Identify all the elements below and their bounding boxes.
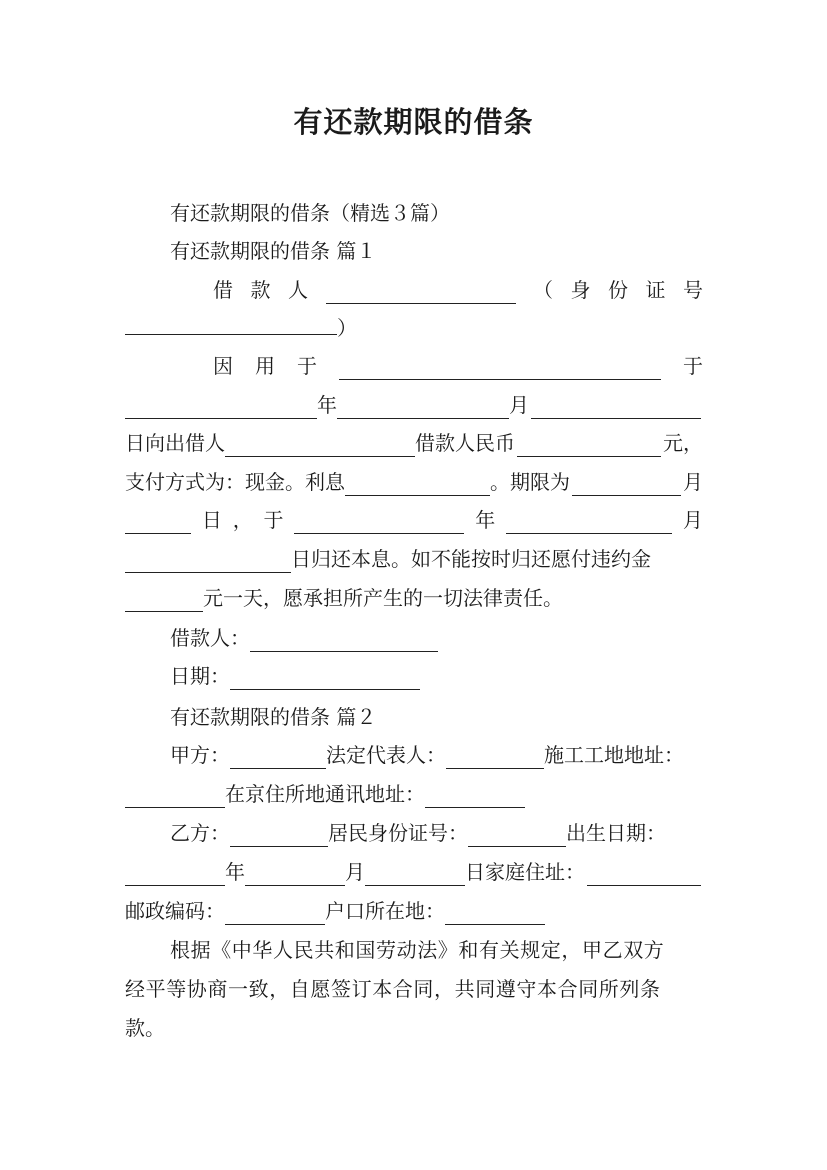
penalty-blank (125, 591, 203, 612)
lender-line: 日向出借人 借款人民币 元， (125, 431, 703, 455)
date-sign-line: 日期： (170, 662, 703, 690)
purpose-blank (339, 359, 661, 380)
part2-heading: 有还款期限的借条 篇２ (170, 705, 377, 729)
lender-blank (225, 436, 415, 457)
contract-para-3: 款。 (125, 1016, 165, 1040)
purpose-line: 因 用 于 于 (213, 354, 703, 378)
date-line-1: 年 月 (125, 391, 703, 419)
borrower-sign-line: 借款人： (170, 624, 703, 652)
part1-heading: 有还款期限的借条 篇１ (170, 239, 377, 263)
date-line-2: 日 ， 于 年 月 (125, 506, 703, 534)
borrower-line: 借 款 人 （ 身 份 证 号 (213, 278, 703, 302)
postcode-line: 邮政编码： 户口所在地： (125, 897, 703, 925)
party-a-addr-line: 在京住所地通讯地址： (125, 780, 703, 808)
party-b-line: 乙方： 居民身份证号： 出生日期： (170, 821, 666, 845)
id-number-line: ） (125, 314, 703, 342)
contract-para-2: 经平等协商一致，自愿签订本合同，共同遵守本合同所列条 (125, 977, 661, 1001)
party-a-line: 甲方： 法定代表人： 施工工地地址： (170, 743, 684, 767)
repay-line: 日归还本息。如不能按时归还愿付违约金 (125, 545, 703, 573)
interest-blank (345, 475, 490, 496)
penalty-line: 元一天，愿承担所产生的一切法律责任。 (125, 584, 703, 612)
payment-line: 支付方式为：现金。利息 。期限为 月 (125, 470, 703, 494)
term-blank (572, 475, 681, 496)
subtitle: 有还款期限的借条（精选３篇） (170, 201, 450, 225)
date-sign-blank (230, 669, 420, 690)
document-title: 有还款期限的借条 (293, 105, 534, 139)
id-number-blank (125, 314, 337, 335)
contract-para-1: 根据《中华人民共和国劳动法》和有关规定，甲乙双方 (170, 938, 665, 962)
borrower-sign-blank (250, 631, 438, 652)
amount-blank (517, 436, 661, 457)
party-b-birth-line: 年 月 日家庭住址： (125, 858, 703, 886)
borrower-blank (326, 283, 516, 304)
